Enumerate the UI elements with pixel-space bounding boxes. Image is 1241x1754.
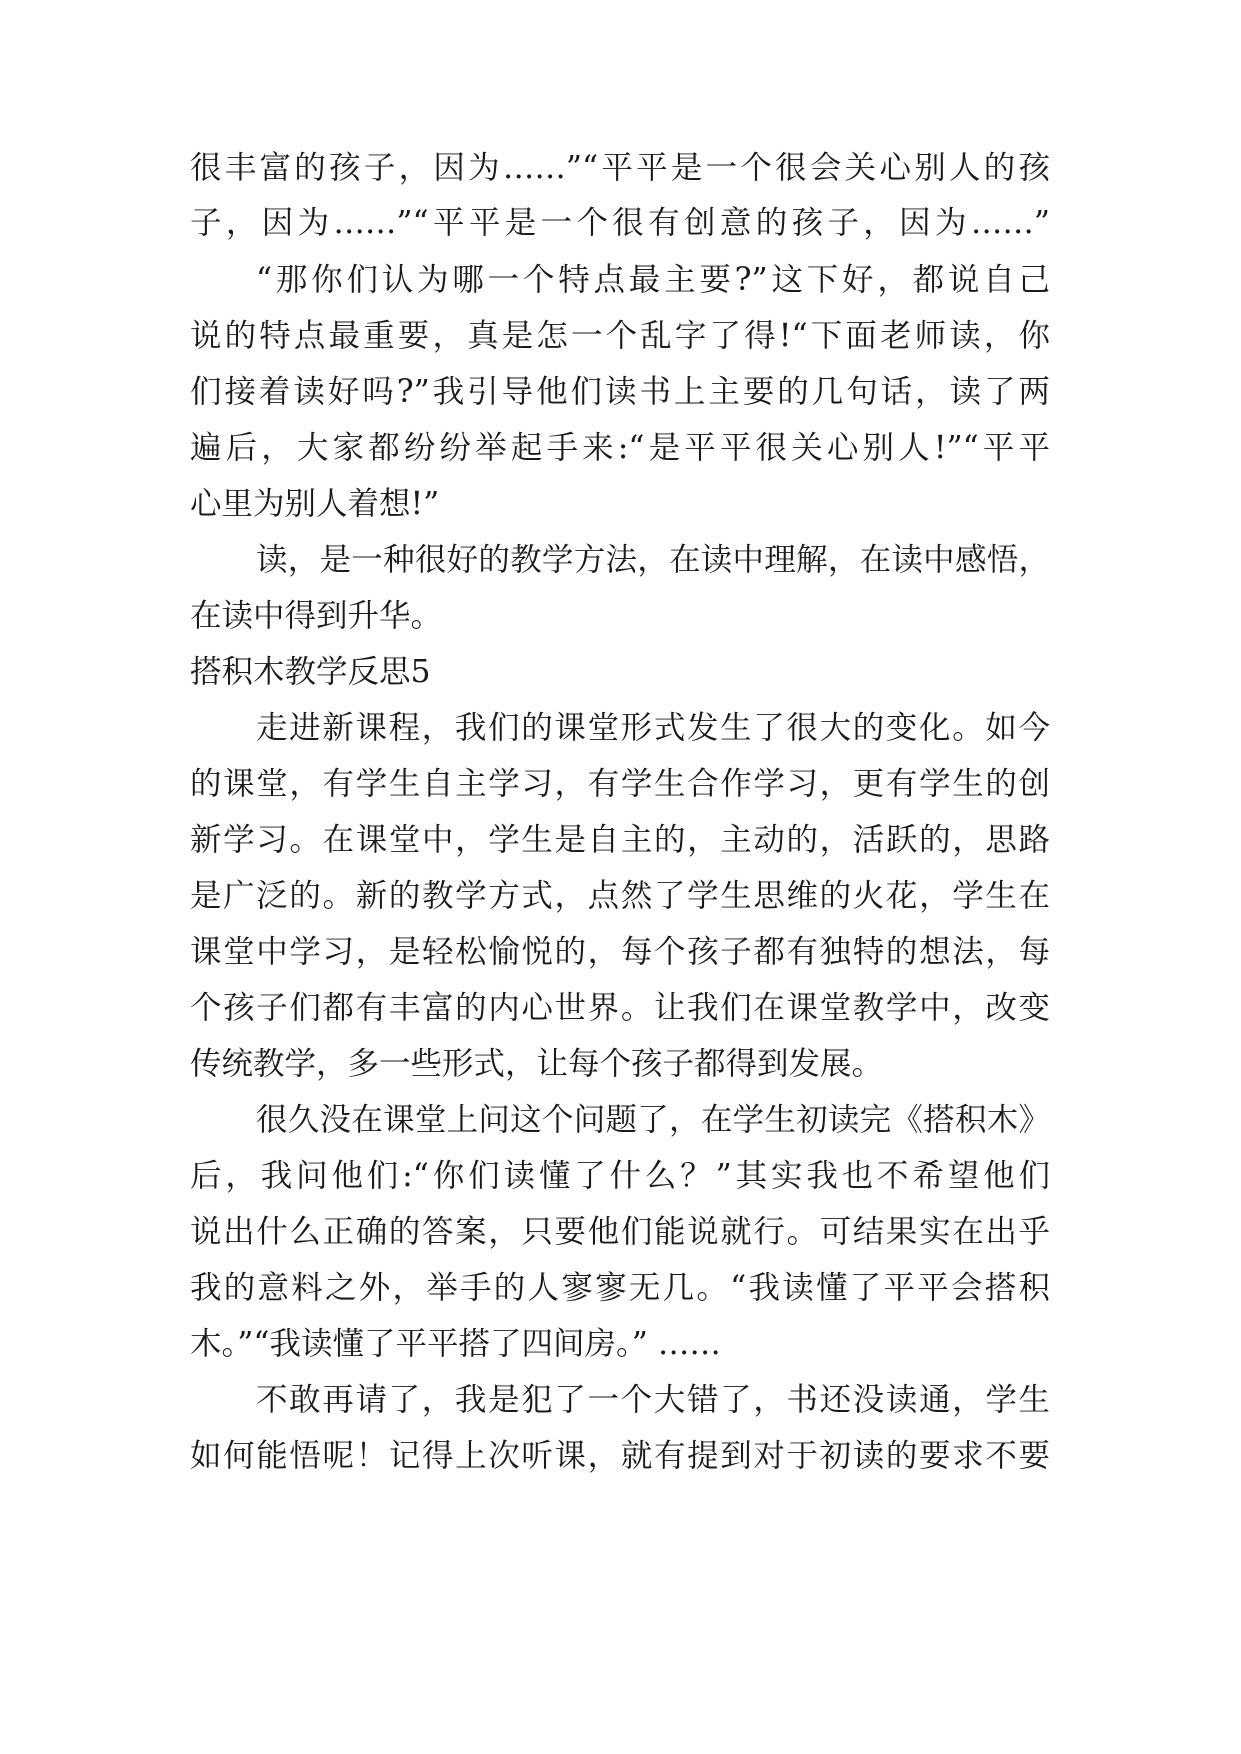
paragraph-line: 个孩子们都有丰富的内心世界。让我们在课堂教学中，改变 [190, 990, 1050, 1026]
paragraph-line: 说的特点最重要，真是怎一个乱字了得!“下面老师读，你 [190, 318, 1050, 354]
paragraph-line: 我的意料之外，举手的人寥寥无几。“我读懂了平平会搭积 [190, 1270, 1050, 1306]
paragraph-line: 读，是一种很好的教学方法，在读中理解，在读中感悟， [256, 542, 1050, 578]
paragraph-line: 遍后，大家都纷纷举起手来:“是平平很关心别人!”“平平 [190, 430, 1050, 466]
paragraph-line: 木。”“我读懂了平平搭了四间房。” …… [190, 1326, 721, 1362]
paragraph-line: 如何能悟呢！记得上次听课，就有提到对于初读的要求不要 [190, 1438, 1050, 1474]
paragraph-line: 新学习。在课堂中，学生是自主的，主动的，活跃的，思路 [190, 822, 1050, 858]
paragraph-line: 课堂中学习，是轻松愉悦的，每个孩子都有独特的想法，每 [190, 934, 1050, 970]
section-heading: 搭积木教学反思5 [190, 654, 431, 690]
paragraph-line: 很久没在课堂上问这个问题了，在学生初读完《搭积木》 [256, 1102, 1050, 1138]
paragraph-line: 的课堂，有学生自主学习，有学生合作学习，更有学生的创 [190, 766, 1050, 802]
paragraph-line: 说出什么正确的答案，只要他们能说就行。可结果实在出乎 [190, 1214, 1050, 1250]
paragraph-line: 在读中得到升华。 [190, 598, 443, 634]
paragraph-line: 不敢再请了，我是犯了一个大错了，书还没读通，学生 [256, 1382, 1050, 1418]
paragraph-line: 很丰富的孩子，因为……”“平平是一个很会关心别人的孩 [190, 150, 1050, 186]
paragraph-line: “那你们认为哪一个特点最主要?”这下好，都说自己 [256, 262, 1050, 298]
paragraph-line: 传统教学，多一些形式，让每个孩子都得到发展。 [190, 1046, 884, 1082]
paragraph-line: 心里为别人着想!” [190, 486, 440, 522]
paragraph-line: 后，我问他们:“你们读懂了什么？”其实我也不希望他们 [190, 1158, 1050, 1194]
paragraph-line: 是广泛的。新的教学方式，点然了学生思维的火花，学生在 [190, 878, 1050, 914]
paragraph-line: 们接着读好吗?”我引导他们读书上主要的几句话，读了两 [190, 374, 1050, 410]
paragraph-line: 子，因为……”“平平是一个很有创意的孩子，因为……” [190, 205, 1050, 241]
paragraph-line: 走进新课程，我们的课堂形式发生了很大的变化。如今 [256, 710, 1050, 746]
